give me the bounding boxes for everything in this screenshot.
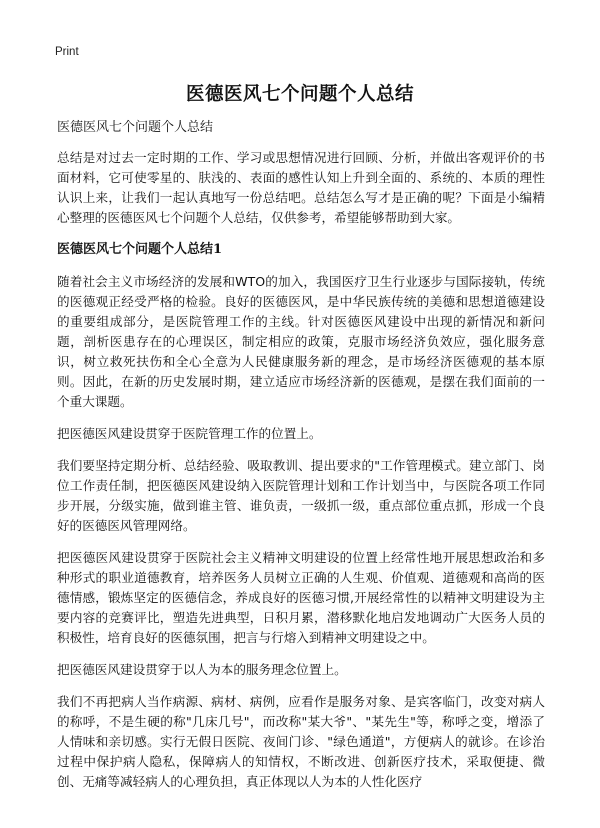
print-link[interactable]: Print xyxy=(55,46,79,58)
body-paragraph: 随着社会主义市场经济的发展和WTO的加入，我国医疗卫生行业逐步与国际接轨，传统的医德观正经受严格的检验。良好的医德医风，是中华民族传统的美德和思想道德建设的重要组成部分，是医院管理工作的主线。针对医德医风建设中出现的新情况和新问题，剖析医患存在的心理误区，制定相应的政策，克服市场经济负效应，强化服务意识，树立救死扶伤和全心全意为人民健康服务新的理念，是市场经济医德观的基本原则。因此，在新的历史发展时期，建立适应市场经济新的医德观，是摆在我们面前的一个重大课题。 xyxy=(57,274,545,409)
body-paragraph: 把医德医风建设贯穿于医院社会主义精神文明建设的位置上经常性地开展思想政治和多种形式的职业道德教育，培养医务人员树立正确的人生观、价值观、道德观和高尚的医德情感，锻炼坚定的医德信念，养成良好的医德习惯,开展经常性的以精神文明建设为主要内容的竞赛评比，塑造先进典型，日积月累，潜移默化地启发地调动广大医务人员的积极性，培育良好的医德氛围，把言与行熔入到精神文明建设之中。 xyxy=(57,550,545,645)
document-body xyxy=(57,118,545,804)
page-title: 医德医风七个问题个人总结 xyxy=(185,84,414,105)
intro-paragraph: 总结是对过去一定时期的工作、学习或思想情况进行回顾、分析，并做出客观评价的书面材料，它可使零星的、肤浅的、表面的感性认知上升到全面的、系统的、本质的理性认识上来，让我们一起认真地写一份总结吧。总结怎么写才是正确的呢？下面是小编精心整理的医德医风七个问题个人总结，仅供参考，希望能够帮助到大家。 xyxy=(57,150,545,225)
section-heading: 医德医风七个问题个人总结1 xyxy=(57,242,223,257)
document-subtitle: 医德医风七个问题个人总结 xyxy=(57,120,214,135)
body-paragraph: 我们要坚持定期分析、总结经验、吸取教训、提出要求的"工作管理模式。建立部门、岗位工作责任制，把医德医风建设纳入医院管理计划和工作计划当中，与医院各项工作同步开展，分级实施，做到谁主管、谁负责，一级抓一级，重点部位重点抓，形成一个良好的医德医风管理网络。 xyxy=(57,458,545,533)
body-paragraph: 把医德医风建设贯穿于以人为本的服务理念位置上。 xyxy=(57,662,347,677)
body-paragraph: 我们不再把病人当作病源、病材、病例，应看作是服务对象、是宾客临门，改变对病人的称呼，不是生硬的称"几床几号"，而改称"某大爷"、"某先生"等，称呼之变，增添了人情味和亲切感。实行无假日医院、夜间门诊、"绿色通道"，方便病人的就诊。在诊治过程中保护病人隐私，保障病人的知情权，不断改进、创新医疗技术，采取便捷、微创、无痛等减轻病人的心理负担，真正体现以人为本的人性化医疗 xyxy=(57,694,545,789)
body-paragraph: 把医德医风建设贯穿于医院管理工作的位置上。 xyxy=(57,426,322,441)
